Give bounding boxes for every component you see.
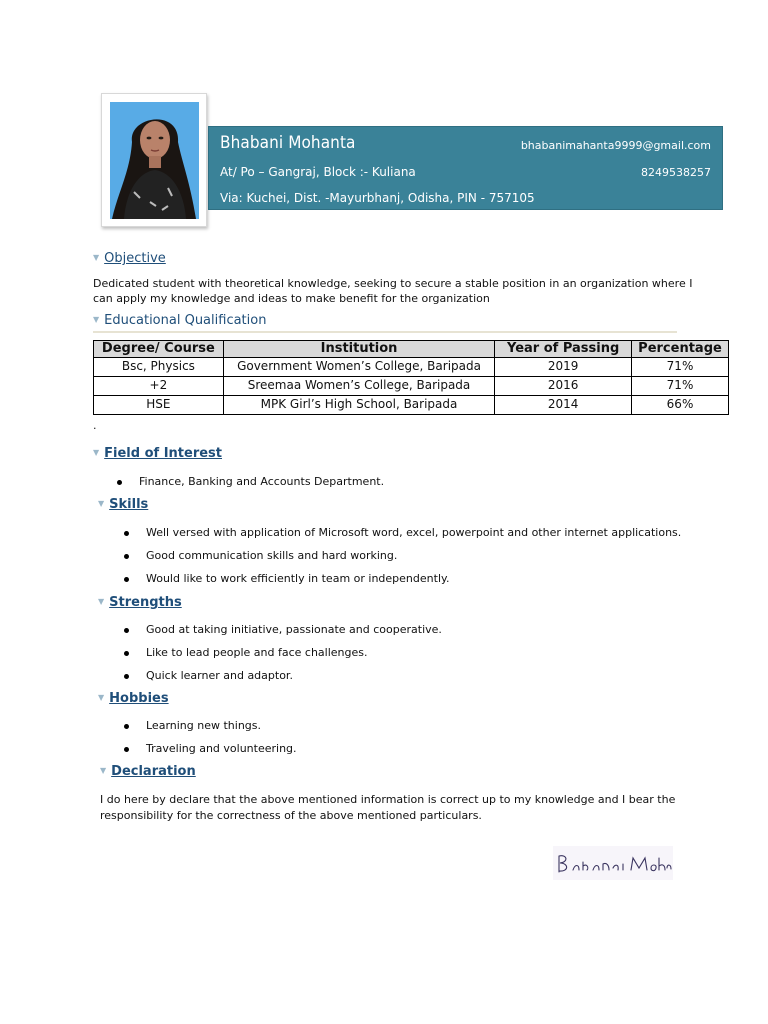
list-item — [146, 719, 261, 732]
objective-heading — [93, 251, 166, 266]
table-cell-degree: HSE — [94, 396, 224, 415]
list-item-text: Would like to work efficiently in team or independently. — [146, 572, 450, 585]
table-cell-percentage: 71% — [632, 358, 729, 377]
bullet-icon — [124, 531, 129, 536]
bullet-icon — [124, 747, 129, 752]
bullet-icon — [124, 554, 129, 559]
list-item-text: Good at taking initiative, passionate and cooperative. — [146, 623, 442, 636]
table-row — [94, 377, 729, 396]
declaration-line-1: I do here by declare that the above mentioned information is correct up to my knowledge and I bear the — [100, 793, 676, 806]
contact-phone: 8249538257 — [641, 166, 711, 179]
strengths-heading-text: Strengths — [109, 595, 182, 610]
objective-line-2: can apply my knowledge and ideas to make benefit for the organization — [93, 292, 490, 305]
bullet-icon — [124, 628, 129, 633]
table-cell-institution: MPK Girl’s High School, Baripada — [223, 396, 494, 415]
list-item — [146, 549, 397, 562]
list-item-text: Finance, Banking and Accounts Department. — [139, 475, 385, 488]
declaration-text — [100, 792, 700, 824]
collapse-triangle-icon: ▼ — [100, 766, 107, 775]
column-header-degree: Degree/ Course — [94, 341, 224, 358]
skills-heading-text: Skills — [109, 497, 149, 512]
profile-photo-frame — [101, 93, 207, 227]
section-divider — [93, 331, 677, 333]
hobbies-heading — [98, 691, 169, 706]
collapse-triangle-icon: ▼ — [93, 448, 100, 457]
interest-heading-text: Field of Interest — [104, 446, 223, 461]
hobbies-heading-text: Hobbies — [109, 691, 169, 706]
list-item — [146, 526, 681, 539]
column-header-year: Year of Passing — [495, 341, 632, 358]
list-item — [139, 475, 384, 488]
skills-heading — [98, 497, 148, 512]
education-heading — [93, 313, 266, 328]
bullet-icon — [124, 724, 129, 729]
strengths-heading — [98, 595, 182, 610]
collapse-triangle-icon: ▼ — [98, 597, 105, 606]
table-row — [94, 358, 729, 377]
declaration-heading-text: Declaration — [111, 764, 196, 779]
candidate-name: Bhabani Mohanta — [220, 133, 356, 153]
education-table — [93, 340, 729, 415]
objective-text — [93, 276, 693, 306]
education-heading-text: Educational Qualification — [104, 313, 267, 328]
bullet-icon — [124, 651, 129, 656]
collapse-triangle-icon: ▼ — [98, 499, 105, 508]
objective-heading-text: Objective — [104, 251, 166, 266]
collapse-triangle-icon: ▼ — [93, 253, 100, 262]
column-header-percentage: Percentage — [632, 341, 729, 358]
signature-image — [553, 846, 673, 880]
table-cell-degree: +2 — [94, 377, 224, 396]
collapse-triangle-icon: ▼ — [98, 693, 105, 702]
bullet-icon — [124, 674, 129, 679]
contact-email: bhabanimahanta9999@gmail.com — [520, 139, 711, 152]
list-item-text: Learning new things. — [146, 719, 262, 732]
list-item-text: Good communication skills and hard working. — [146, 549, 398, 562]
address-line-1: At/ Po – Gangraj, Block :- Kuliana — [220, 165, 416, 179]
bullet-icon — [117, 480, 122, 485]
list-item — [146, 572, 449, 585]
list-item-text: Traveling and volunteering. — [146, 742, 297, 755]
collapse-triangle-icon: ▼ — [93, 315, 100, 324]
table-cell-year: 2016 — [495, 377, 632, 396]
profile-photo-image — [110, 102, 199, 219]
list-item — [146, 669, 293, 682]
list-item — [146, 646, 368, 659]
list-item-text: Like to lead people and face challenges. — [146, 646, 368, 659]
profile-photo — [110, 102, 199, 219]
table-row — [94, 396, 729, 415]
stray-period-mark: . — [93, 419, 97, 432]
list-item — [146, 623, 442, 636]
table-cell-percentage: 71% — [632, 377, 729, 396]
table-cell-year: 2019 — [495, 358, 632, 377]
column-header-institution: Institution — [223, 341, 494, 358]
handwritten-signature — [553, 846, 673, 880]
bullet-icon — [124, 577, 129, 582]
list-item-text: Well versed with application of Microsoft word, excel, powerpoint and other internet applications. — [146, 526, 682, 539]
list-item-text: Quick learner and adaptor. — [146, 669, 293, 682]
table-cell-degree: Bsc, Physics — [94, 358, 224, 377]
declaration-line-2: responsibility for the correctness of the above mentioned particulars. — [100, 809, 482, 822]
address-line-2: Via: Kuchei, Dist. -Mayurbhanj, Odisha, PIN - 757105 — [220, 191, 535, 205]
table-cell-year: 2014 — [495, 396, 632, 415]
table-cell-percentage: 66% — [632, 396, 729, 415]
list-item — [146, 742, 297, 755]
declaration-heading — [100, 764, 196, 779]
table-cell-institution: Sreemaa Women’s College, Baripada — [223, 377, 494, 396]
resume-header-band — [208, 126, 723, 210]
objective-line-1: Dedicated student with theoretical knowledge, seeking to secure a stable position in an organization where I — [93, 277, 693, 290]
table-header-row — [94, 341, 729, 358]
table-cell-institution: Government Women’s College, Baripada — [223, 358, 494, 377]
interest-heading — [93, 446, 222, 461]
